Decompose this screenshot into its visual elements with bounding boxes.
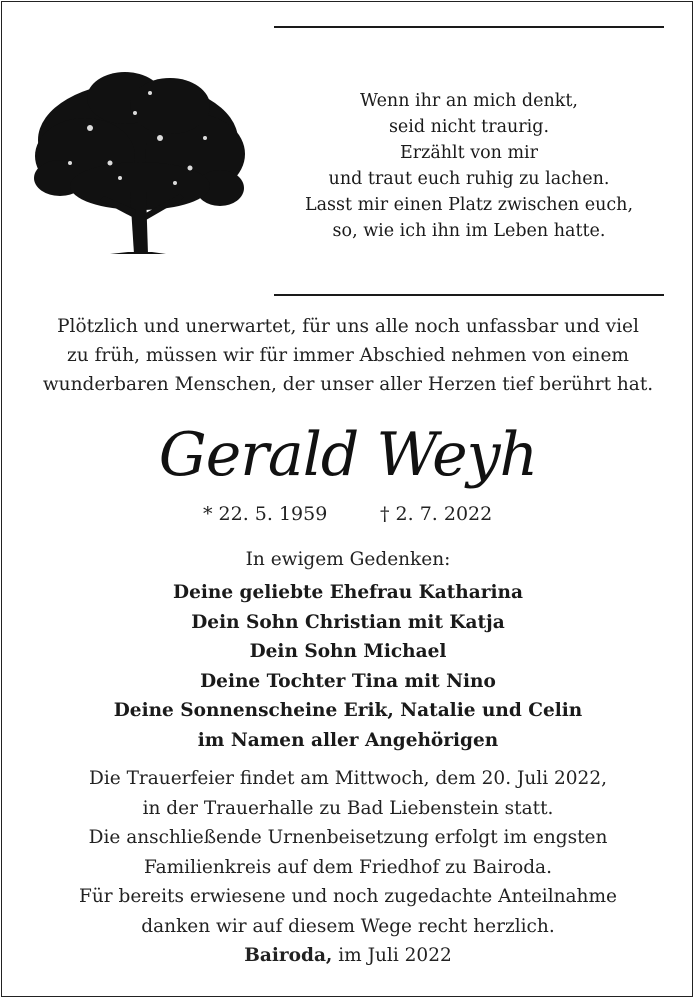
family-member: Deine geliebte Ehefrau Katharina (173, 582, 523, 603)
memory-heading: In ewigem Gedenken: (245, 549, 451, 570)
info-line: danken wir auf diesem Wege recht herzlich. (141, 915, 555, 937)
tree-icon (30, 68, 248, 254)
family-list (0, 578, 696, 755)
info-line: Für bereits erwiesene und noch zugedachte Anteilnahme (79, 886, 617, 907)
family-member: Deine Tochter Tina mit Nino (200, 670, 496, 692)
poem-line: Wenn ihr an mich denkt, (360, 91, 578, 111)
intro-line: Plötzlich und unerwartet, für uns alle noch unfassbar und viel (57, 316, 639, 337)
sign-date: im Juli 2022 (338, 945, 452, 966)
funeral-info (0, 764, 696, 941)
deceased-name: Gerald Weyh (158, 420, 538, 490)
info-line: in der Trauerhalle zu Bad Liebenstein statt. (142, 797, 554, 819)
death-date: † 2. 7. 2022 (380, 503, 493, 525)
intro-line: wunderbaren Menschen, der unser aller Herzen tief berührt hat. (42, 374, 654, 395)
signature-line (0, 942, 696, 970)
intro-text (10, 312, 686, 399)
poem-line: Erzählt von mir (399, 143, 539, 163)
family-member: Dein Sohn Michael (249, 641, 447, 662)
poem (274, 88, 664, 244)
poem-line: seid nicht traurig. (388, 117, 550, 137)
info-line: Die anschließende Urnenbeisetzung erfolgt im engsten (88, 827, 608, 848)
poem-line: so, wie ich ihn im Leben hatte. (332, 221, 606, 241)
sign-place: Bairoda, (244, 945, 333, 966)
info-line: Die Trauerfeier findet am Mittwoch, dem 20. Juli 2022, (89, 768, 607, 789)
family-member: im Namen aller Angehörigen (197, 729, 499, 751)
family-member: Dein Sohn Christian mit Katja (191, 611, 505, 633)
intro-line: zu früh, müssen wir für immer Abschied nehmen von einem (67, 345, 629, 366)
bottom-divider (274, 294, 664, 296)
top-divider (274, 26, 664, 28)
poem-line: und traut euch ruhig zu lachen. (328, 169, 610, 189)
info-line: Familienkreis auf dem Friedhof zu Bairoda. (144, 856, 552, 878)
birth-date: * 22. 5. 1959 (203, 503, 328, 525)
family-member: Deine Sonnenscheine Erik, Natalie und Celin (113, 700, 583, 721)
poem-line: Lasst mir einen Platz zwischen euch, (304, 195, 634, 215)
